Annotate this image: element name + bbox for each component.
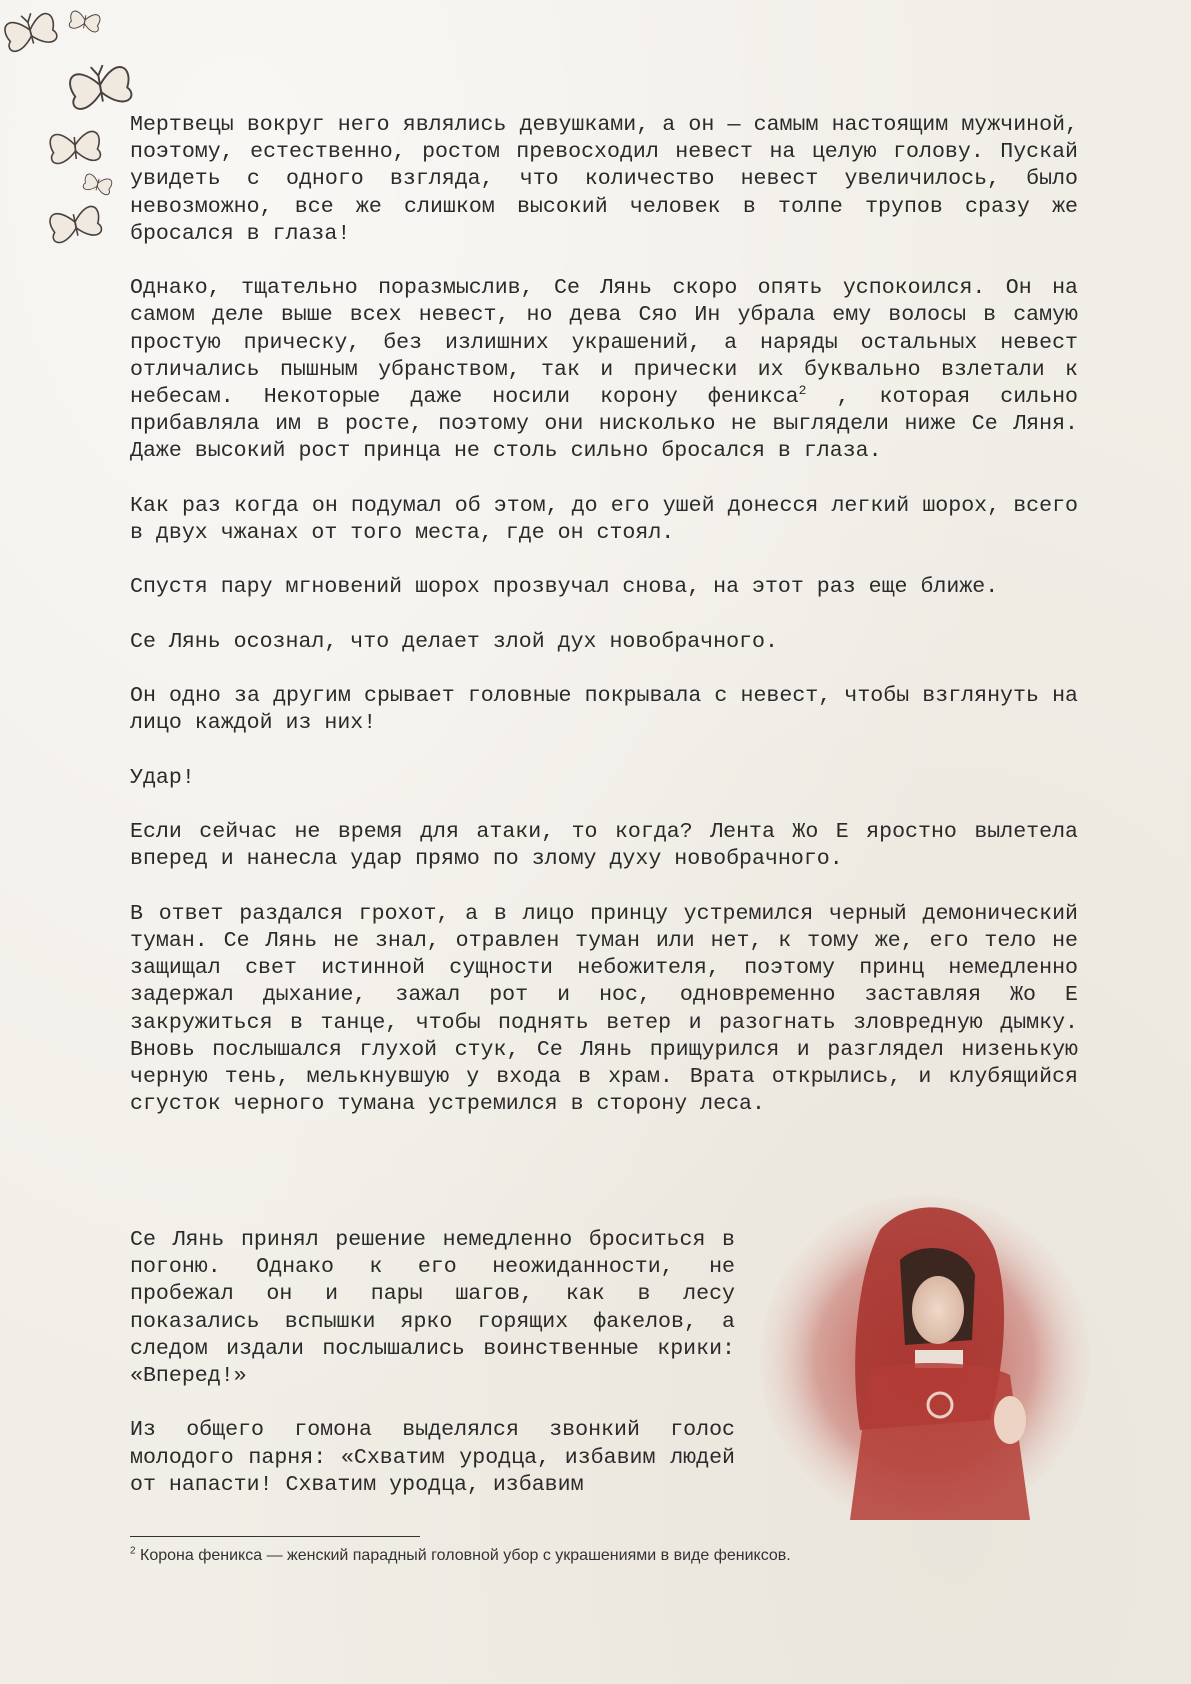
butterfly-decoration-icon: [0, 0, 140, 260]
paragraph: Из общего гомона выделялся звонкий голос молодого парня: «Схватим уродца, избавим людей от напасти! Схватим уродца, избавим: [130, 1418, 735, 1497]
paragraph: Удар!: [130, 765, 195, 790]
paragraph: В ответ раздался грохот, а в лицо принцу устремился черный демонический туман. Се Лянь не знал, отравлен туман или нет, к тому же, его тело не защищал свет истинной сущности небожителя, поэтому принц немедленно задержал дыхание, зажал рот и нос, одновременно заставляя Жо Е закружиться в танце, чтобы поднять ветер и разогнать зловредную дымку. Вновь послышался глухой стук, Се Лянь прищурился и разглядел низенькую черную тень, мелькнувшую у входа в храм. Врата открылись, и клубящийся сгусток черного тумана устремился в сторону леса.: [130, 901, 1078, 1117]
main-text: [130, 112, 1078, 1146]
paragraph: Если сейчас не время для атаки, то когда? Лента Жо Е яростно вылетела вперед и нанесла удар прямо по злому духу новобрачного.: [130, 820, 1078, 872]
footnote-divider: [130, 1536, 420, 1537]
paragraph: Как раз когда он подумал об этом, до его ушей донесся легкий шорох, всего в двух чжанах от того места, где он стоял.: [130, 493, 1078, 546]
footnote: [130, 1547, 791, 1565]
paragraph: Спустя пару мгновений шорох прозвучал снова, на этот раз еще ближе.: [130, 575, 999, 600]
paragraph: Мертвецы вокруг него являлись девушками, а он — самым настоящим мужчиной, поэтому, естественно, ростом превосходил невест на целую голову. Пускай увидеть с одного взгляда, что количество невест увеличилось, было невозможно, все же слишком высокий человек в толпе трупов сразу же бросался в глаза!: [130, 113, 1078, 246]
character-illustration: [760, 1190, 1090, 1520]
footnote-number: 2: [130, 1545, 136, 1557]
footnote-text: Корона феникса — женский парадный головной убор с украшениями в виде фениксов.: [135, 1547, 791, 1564]
narrow-text: [130, 1227, 735, 1526]
paragraph: Се Лянь принял решение немедленно броситься в погоню. Однако к его неожиданности, не пробежал он и пары шагов, как в лесу показались вспышки ярко горящих факелов, а следом издали послышались воинственные крики: «Вперед!»: [130, 1228, 735, 1389]
footnote-ref: 2: [798, 382, 807, 398]
paragraph: Се Лянь осознал, что делает злой дух новобрачного.: [130, 629, 778, 654]
paragraph: Однако, тщательно поразмыслив, Се Лянь скоро опять успокоился. Он на самом деле выше всех невест, но дева Сяо Ин убрала ему волосы в самую простую прическу, без излишних украшений, а наряды остальных невест отличались пышным убранством, так и прически их буквально взлетали к небесам. Некоторые даже носили корону феникса$^2$ , которая сильно прибавляла им в росте, поэтому они нисколько не выглядели ниже Се Ляня. Даже высокий рост принца не столь сильно бросался в глаза.: [130, 276, 1078, 464]
paragraph: Он одно за другим срывает головные покрывала с невест, чтобы взглянуть на лицо каждой из них!: [130, 684, 1078, 736]
